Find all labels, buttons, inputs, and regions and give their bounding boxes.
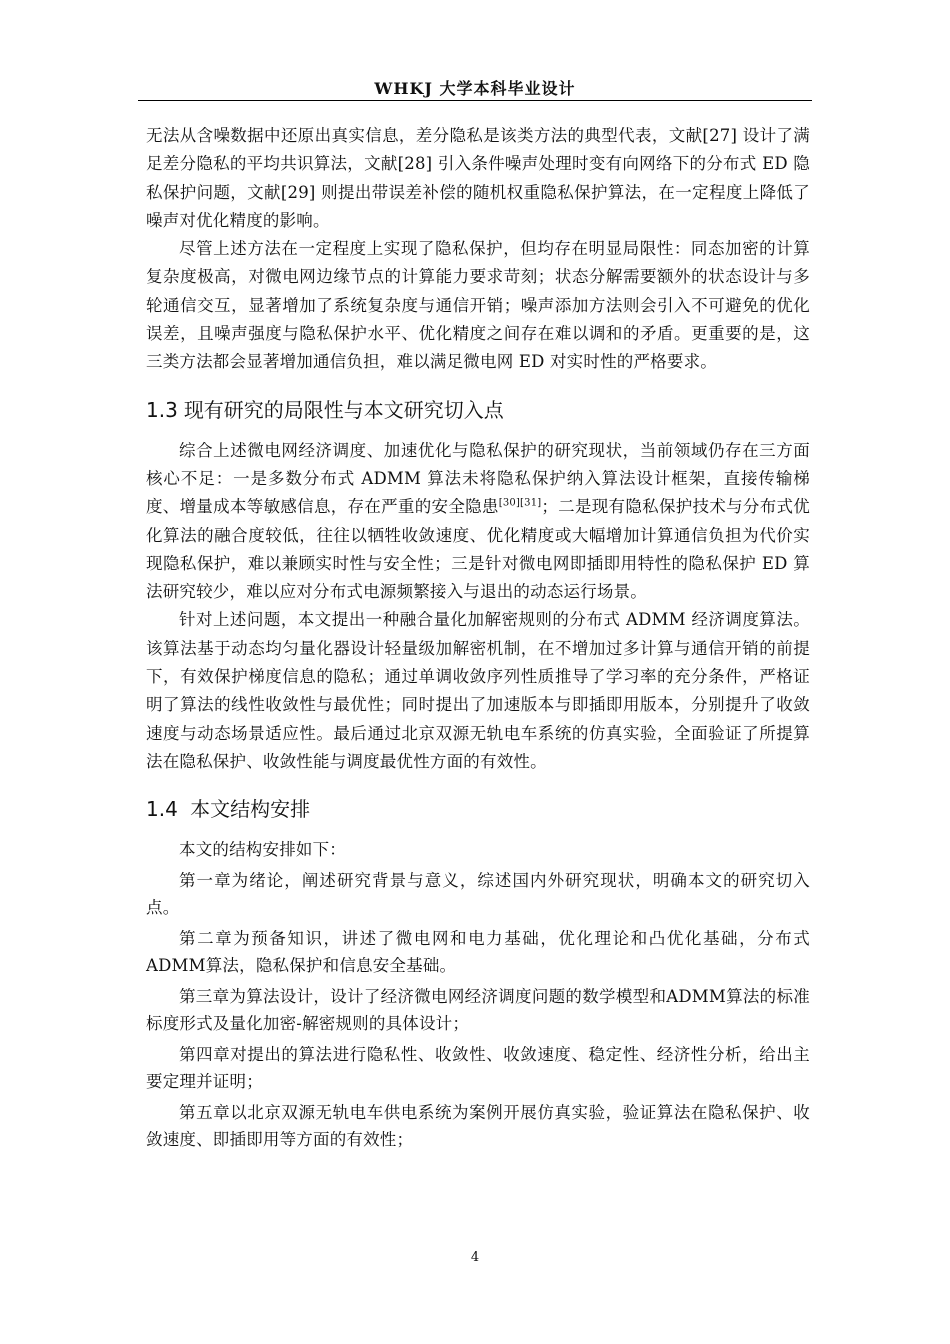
list-item: 本文的结构安排如下： bbox=[179, 840, 346, 860]
section-number: 1.3 bbox=[146, 397, 178, 422]
list-item: 第三章为算法设计，设计了经济微电网经济调度问题的数学模型和ADMM算法的标准标度形式及量化加密-解密规则的具体设计； bbox=[146, 987, 810, 1034]
paragraph-text: 综合上述微电网经济调度、加速优化与隐私保护的研究现状，当前领域仍存在三方面核心不足：一是多数分布式 ADMM 算法未将隐私保护纳入算法设计框架，直接传输梯度、增量成本等敏感信息，存在严重的安全隐患 bbox=[146, 440, 810, 517]
page-content bbox=[146, 122, 810, 1153]
section-heading-1-4 bbox=[146, 794, 810, 824]
header-rule bbox=[138, 100, 812, 101]
list-item: 第五章以北京双源无轨电车供电系统为案例开展仿真实验，验证算法在隐私保护、收敛速度、即插即用等方面的有效性； bbox=[146, 1103, 810, 1150]
structure-list bbox=[146, 836, 810, 1153]
paragraph-limitations: 尽管上述方法在一定程度上实现了隐私保护，但均存在明显局限性：同态加密的计算复杂度极高，对微电网边缘节点的计算能力要求苛刻；状态分解需要额外的状态设计与多轮通信交互，显著增加了系统复杂度与通信开销；噪声添加方法则会引入不可避免的优化误差，且噪声强度与隐私保护水平、优化精度之间存在难以调和的矛盾。更重要的是，这三类方法都会显著增加通信负担，难以满足微电网 ED 对实时性的严格要求。 bbox=[146, 239, 810, 372]
list-item: 第一章为绪论，阐述研究背景与意义，综述国内外研究现状，明确本文的研究切入点。 bbox=[146, 871, 810, 918]
section-number: 1.4 bbox=[146, 797, 178, 822]
page-number: 4 bbox=[470, 1250, 480, 1265]
section-heading-1-3 bbox=[146, 395, 810, 425]
paragraph-proposal: 针对上述问题，本文提出一种融合量化加解密规则的分布式 ADMM 经济调度算法。该算法基于动态均匀量化器设计轻量级加解密机制，在不增加过多计算与通信开销的前提下，有效保护梯度信息的隐私；通过单调收敛序列性质推导了学习率的充分条件，严格证明了算法的线性收敛性与最优性；同时提出了加速版本与即插即用版本，分别提升了收敛速度与动态场景适应性。最后通过北京双源无轨电车系统的仿真实验，全面验证了所提算法在隐私保护、收敛性能与调度最优性方面的有效性。 bbox=[146, 610, 810, 771]
paragraph-continuation: 无法从含噪数据中还原出真实信息，差分隐私是该类方法的典型代表，文献[27] 设计了满足差分隐私的平均共识算法，文献[28] 引入条件噪声处理时变有向网络下的分布式 ED 隐私保护问题，文献[29] 则提出带误差补偿的随机权重隐私保护算法，在一定程度上降低了噪声对优化精度的影响。 bbox=[146, 126, 810, 230]
section-title: 现有研究的局限性与本文研究切入点 bbox=[183, 397, 504, 422]
citation: [30][31] bbox=[498, 497, 542, 509]
paragraph-text: ；二是现有隐私保护技术与分布式优化算法的融合度较低，往往以牺牲收敛速度、优化精度或大幅增加计算通信负担为代价实现隐私保护，难以兼顾实时性与安全性；三是针对微电网即插即用特性的隐私保护 ED 算法研究较少，难以应对分布式电源频繁接入与退出的动态运行场景。 bbox=[146, 497, 811, 602]
paragraph-summary bbox=[146, 437, 810, 607]
section-title: 本文结构安排 bbox=[190, 797, 311, 822]
list-item: 第四章对提出的算法进行隐私性、收敛性、收敛速度、稳定性、经济性分析，给出主要定理并证明； bbox=[146, 1045, 810, 1092]
list-item: 第二章为预备知识，讲述了微电网和电力基础，优化理论和凸优化基础，分布式ADMM算法，隐私保护和信息安全基础。 bbox=[146, 929, 810, 976]
running-header: WHKJ 大学本科毕业设计 bbox=[374, 79, 576, 98]
